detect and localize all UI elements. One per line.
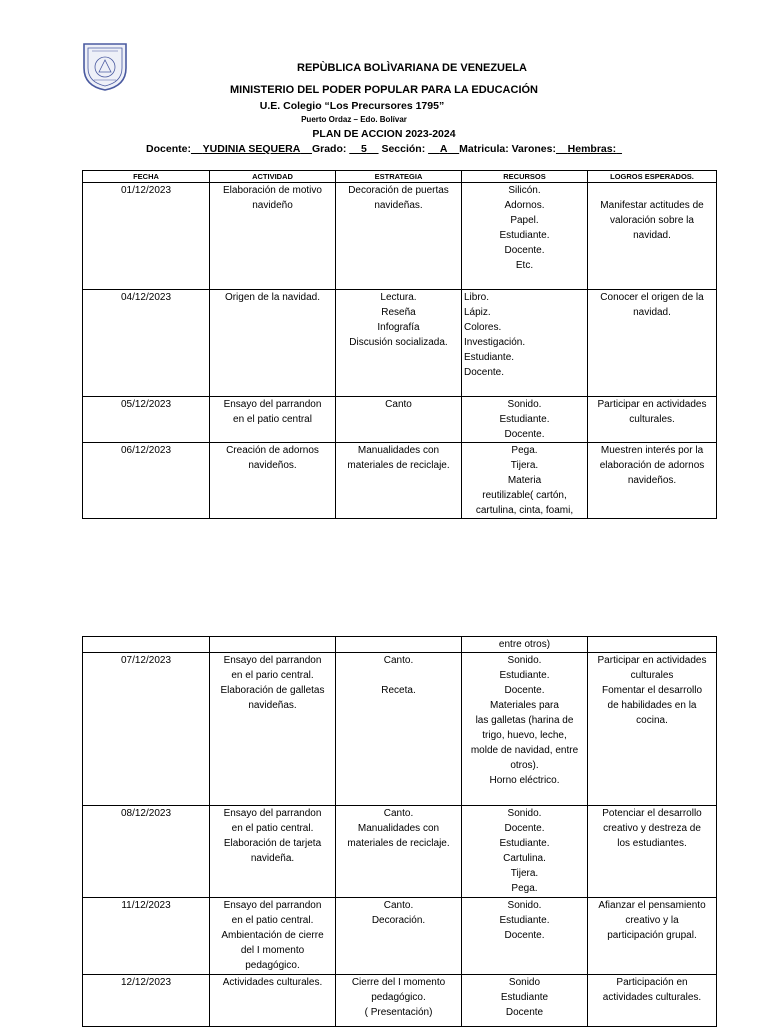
cell-recursos-line: Cartulina. <box>503 853 546 864</box>
cell-logros <box>588 290 717 397</box>
col-header-fecha: FECHA <box>83 171 210 183</box>
cell-actividad-line: Creación de adornos <box>226 445 319 456</box>
cell-actividad-line: Ensayo del parrandon <box>223 655 322 666</box>
school-name: U.E. Colegio “Los Precursores 1795” <box>259 100 445 112</box>
seccion-value: __A__ <box>428 143 460 155</box>
cell-recursos-line: Pega. <box>511 883 538 894</box>
cell-logros <box>588 653 717 806</box>
table-header-row <box>83 171 717 183</box>
cell-logros-line: Muestren interés por la <box>600 445 704 456</box>
cell-recursos-line: Docente. <box>504 930 545 941</box>
cell-recursos-line: otros). <box>510 760 539 771</box>
cell-recursos-line: Estudiante <box>500 992 549 1003</box>
cell-actividad <box>210 806 336 898</box>
table-row <box>83 806 717 898</box>
cell-recursos-line: Lápiz. <box>464 307 491 318</box>
cell-actividad-line: Elaboración de motivo <box>223 185 322 196</box>
cell-actividad-line: Actividades culturales. <box>222 977 323 988</box>
cell-estrategia-line: Canto <box>385 399 412 410</box>
cell-recursos <box>462 290 588 397</box>
continuation-row <box>83 637 717 653</box>
cell-estrategia-line: Canto. <box>383 900 414 911</box>
cell-actividad-line: Origen de la navidad. <box>224 292 321 303</box>
cell-recursos-line: Estudiante. <box>499 230 550 241</box>
cell-actividad-line: Ensayo del parrandon <box>223 808 322 819</box>
cell-estrategia-line: Reseña <box>381 307 416 318</box>
cell-recursos-line: Etc. <box>515 260 534 271</box>
cell-actividad-line: en el patio central. <box>231 823 314 834</box>
cell-actividad-line: navideños. <box>248 460 297 471</box>
cell-logros-line: culturales <box>630 670 674 681</box>
cell-logros-line: de habilidades en la <box>607 700 697 711</box>
action-plan-table-page1 <box>82 170 717 519</box>
table-row <box>83 975 717 1027</box>
cell-logros <box>588 397 717 443</box>
cell-estrategia <box>336 397 462 443</box>
cell-logros <box>588 898 717 975</box>
cell-recursos-line: Estudiante. <box>499 414 550 425</box>
table-row <box>83 290 717 397</box>
cell-estrategia-line: Manualidades con <box>357 823 440 834</box>
cell-estrategia <box>336 898 462 975</box>
matricula-label: Matricula: Varones: <box>459 143 556 155</box>
hembras-label: Hembras: <box>567 143 617 155</box>
seccion-label: Sección: <box>381 143 426 155</box>
cell-estrategia-line: Discusión socializada. <box>349 337 448 348</box>
cell-recursos-line: Horno eléctrico. <box>489 775 560 786</box>
grado-value: __5__ <box>349 143 379 155</box>
action-plan-table-page2 <box>82 636 717 1027</box>
cell-recursos-line: Papel. <box>510 215 539 226</box>
cell-recursos <box>462 183 588 290</box>
cell-fecha: 08/12/2023 <box>83 806 210 898</box>
cell-estrategia <box>336 653 462 806</box>
cell-recursos-line: Estudiante. <box>464 352 515 363</box>
cell-estrategia-line: Canto. <box>383 808 414 819</box>
docente-label: Docente: <box>146 143 191 155</box>
docente-value: __YUDINIA SEQUERA__ <box>190 143 312 155</box>
cell-logros-line: Participar en actividades <box>597 399 707 410</box>
cell-logros-line: navidad. <box>633 230 671 241</box>
cell-estrategia-line: materiales de reciclaje. <box>347 460 450 471</box>
cell-recursos-line: Sonido. <box>507 655 542 666</box>
cell-logros-line: navideños. <box>627 475 677 486</box>
cell-recursos-line: Sonido <box>508 977 541 988</box>
cell-recursos-line: molde de navidad, entre <box>470 745 579 756</box>
table-row <box>83 397 717 443</box>
cell-estrategia <box>336 183 462 290</box>
cell-actividad <box>210 653 336 806</box>
cell-logros-line: Participación en <box>616 977 688 988</box>
cell-actividad-line: en el patio central <box>233 414 312 425</box>
cell-estrategia-line: Manualidades con <box>357 445 440 456</box>
cell-logros-line: culturales. <box>629 414 675 425</box>
cell-logros-line: los estudiantes. <box>617 838 687 849</box>
cell-logros-line: creativo y la <box>625 915 679 926</box>
cell-recursos-line: Investigación. <box>464 337 526 348</box>
teacher-info-line: Docente:__YUDINIA SEQUERA__Grado: __5__ Sección: __A__Matricula: Varones:__Hembras:_ <box>146 143 622 155</box>
cell-estrategia-line: Decoración de puertas <box>348 185 449 196</box>
cell-logros <box>588 806 717 898</box>
cell-logros <box>588 443 717 519</box>
cell-actividad <box>210 898 336 975</box>
cell-recursos-line: Materia <box>507 475 542 486</box>
cell-recursos-line: Docente. <box>504 429 545 440</box>
cell-actividad-line: pedagógico. <box>245 960 300 971</box>
cell-actividad-line: Ensayo del parrandon <box>223 399 322 410</box>
cell-actividad-line: Elaboración de galletas <box>220 685 325 696</box>
cell-estrategia <box>336 290 462 397</box>
republic-title: REPÙBLICA BOLÌVARIANA DE VENEZUELA <box>297 62 527 74</box>
table-row <box>83 183 717 290</box>
cell-estrategia-line: Lectura. <box>380 292 417 303</box>
cell-logros-line: cocina. <box>636 715 668 726</box>
cell-fecha: 01/12/2023 <box>83 183 210 290</box>
cell-recursos <box>462 443 588 519</box>
cell-logros <box>588 183 717 290</box>
cell-recursos-line: Docente. <box>504 823 545 834</box>
cell-recursos-line: cartulina, cinta, foami, <box>475 505 574 516</box>
cell-recursos-line: Estudiante. <box>499 670 550 681</box>
cell-estrategia-line: ( Presentación) <box>364 1007 433 1018</box>
cell-logros-line: valoración sobre la <box>610 215 694 226</box>
cell-fecha: 12/12/2023 <box>83 975 210 1027</box>
cell-fecha: 05/12/2023 <box>83 397 210 443</box>
col-header-logros: LOGROS ESPERADOS. <box>588 171 717 183</box>
cell-recursos-line: Sonido. <box>507 900 542 911</box>
cell-estrategia-line <box>338 668 459 683</box>
cell-recursos <box>462 898 588 975</box>
cell-fecha: 04/12/2023 <box>83 290 210 397</box>
cell-recursos-line: trigo, huevo, leche, <box>482 730 567 741</box>
cell-recursos-line: Docente. <box>504 245 545 256</box>
cell-recursos-line: Estudiante. <box>499 838 550 849</box>
cell-estrategia-line: Decoración. <box>371 915 426 926</box>
cell-actividad-line: Ambientación de cierre <box>221 930 324 941</box>
cell-fecha: 06/12/2023 <box>83 443 210 519</box>
plan-title: PLAN DE ACCION 2023-2024 <box>312 128 456 140</box>
cell-logros-line: Participar en actividades <box>597 655 707 666</box>
cell-actividad-line: en el pario central. <box>231 670 314 681</box>
ministry-title: MINISTERIO DEL PODER POPULAR PARA LA EDUCACIÓN <box>229 84 539 96</box>
cell-recursos-line: Docente <box>505 1007 544 1018</box>
continuation-cell: entre otros) <box>462 637 588 653</box>
cell-recursos-line: Materiales para <box>490 700 559 711</box>
cell-estrategia-line: materiales de reciclaje. <box>347 838 450 849</box>
table-row <box>83 898 717 975</box>
cell-actividad <box>210 397 336 443</box>
cell-logros-line <box>590 183 714 198</box>
school-location: Puerto Ordaz – Edo. Bolívar <box>301 115 407 124</box>
cell-recursos-line: reutilizable( cartón, <box>482 490 567 501</box>
cell-actividad-line: del I momento <box>240 945 305 956</box>
cell-logros-line: Fomentar el desarrollo <box>601 685 703 696</box>
cell-estrategia-line: Cierre del I momento <box>351 977 446 988</box>
cell-actividad-line: navideñas. <box>248 700 297 711</box>
col-header-actividad: ACTIVIDAD <box>210 171 336 183</box>
cell-recursos <box>462 653 588 806</box>
cell-estrategia-line: Infografía <box>377 322 420 333</box>
cell-recursos-line: Sonido. <box>507 399 542 410</box>
cell-recursos-line: Estudiante. <box>499 915 550 926</box>
cell-logros-line: Conocer el origen de la <box>600 292 704 303</box>
grado-label: Grado: <box>311 143 347 155</box>
cell-recursos-line: Docente. <box>464 367 505 378</box>
cell-recursos <box>462 397 588 443</box>
cell-logros-line: Potenciar el desarrollo <box>602 808 702 819</box>
cell-recursos-line: Sonido. <box>507 808 542 819</box>
cell-recursos-line: Tijera. <box>510 460 539 471</box>
cell-logros-line: navidad. <box>633 307 671 318</box>
cell-logros-line: elaboración de adornos <box>599 460 705 471</box>
cell-recursos-line: Libro. <box>464 292 490 303</box>
cell-actividad <box>210 443 336 519</box>
cell-actividad <box>210 290 336 397</box>
cell-actividad <box>210 975 336 1027</box>
cell-actividad-line: Elaboración de tarjeta <box>223 838 322 849</box>
cell-actividad-line: Ensayo del parrandon <box>223 900 322 911</box>
cell-fecha: 07/12/2023 <box>83 653 210 806</box>
cell-logros-line: actividades culturales. <box>602 992 702 1003</box>
cell-recursos <box>462 806 588 898</box>
cell-recursos-line: Adornos. <box>504 200 545 211</box>
cell-estrategia-line: Receta. <box>381 685 416 696</box>
cell-actividad-line: navideña. <box>250 853 295 864</box>
cell-recursos-line: las galletas (harina de <box>475 715 574 726</box>
cell-estrategia <box>336 443 462 519</box>
cell-recursos-line: Tijera. <box>510 868 539 879</box>
cell-logros-line: creativo y destreza de <box>603 823 701 834</box>
table-row <box>83 653 717 806</box>
cell-estrategia-line: Canto. <box>383 655 414 666</box>
cell-actividad-line: navideño <box>252 200 293 211</box>
cell-recursos-line: Silicón. <box>508 185 541 196</box>
col-header-estrategia: ESTRATEGIA <box>336 171 462 183</box>
cell-estrategia-line: navideñas. <box>374 200 423 211</box>
cell-logros-line: participación grupal. <box>607 930 697 941</box>
cell-recursos-line: Pega. <box>511 445 538 456</box>
cell-estrategia <box>336 806 462 898</box>
cell-recursos-line: Docente. <box>504 685 545 696</box>
cell-logros-line: Manifestar actitudes de <box>600 200 704 211</box>
cell-logros <box>588 975 717 1027</box>
cell-fecha: 11/12/2023 <box>83 898 210 975</box>
cell-recursos <box>462 975 588 1027</box>
table-row <box>83 443 717 519</box>
cell-recursos-line: Colores. <box>464 322 502 333</box>
cell-estrategia-line: pedagógico. <box>371 992 426 1003</box>
col-header-recursos: RECURSOS <box>462 171 588 183</box>
cell-logros-line: Afianzar el pensamiento <box>598 900 706 911</box>
cell-estrategia <box>336 975 462 1027</box>
cell-actividad <box>210 183 336 290</box>
cell-actividad-line: en el patio central. <box>231 915 314 926</box>
